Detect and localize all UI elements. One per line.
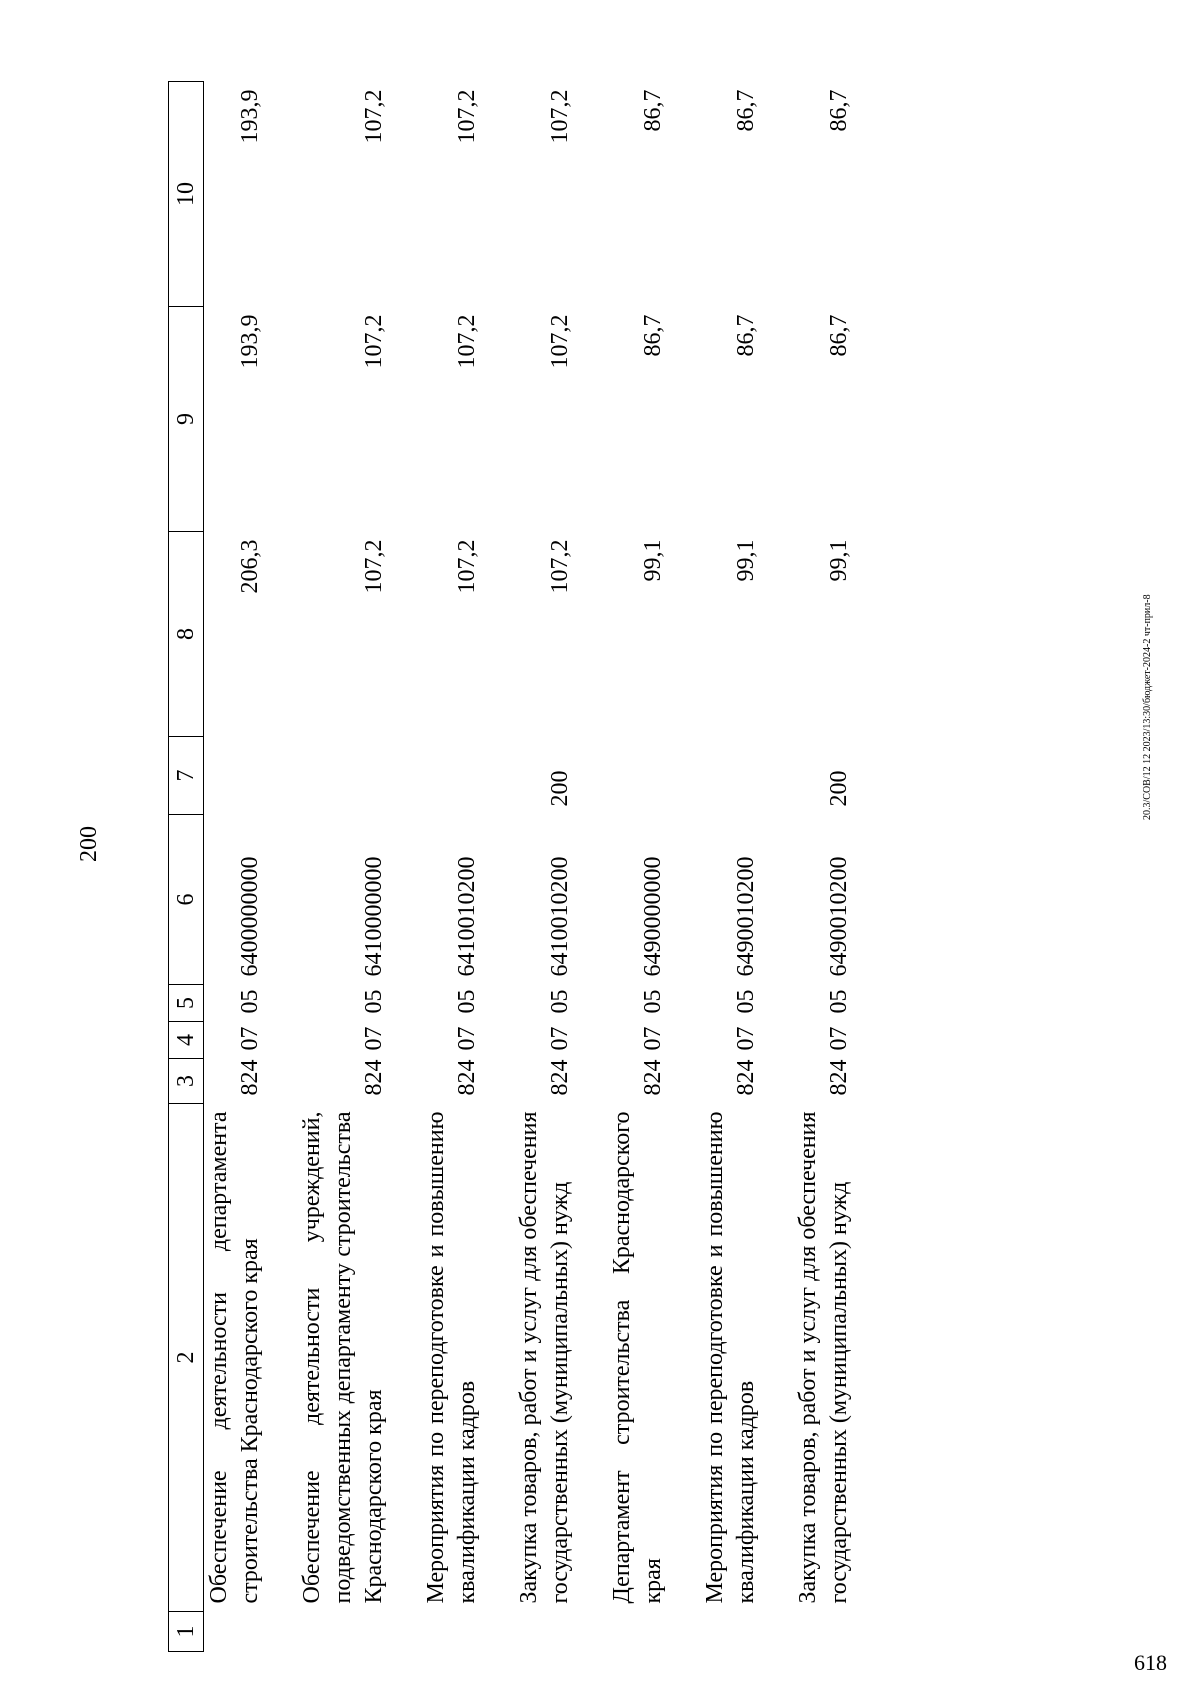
table-row <box>607 82 669 1652</box>
amount-col10: 86,7 <box>733 89 759 132</box>
amount-col8: 107,2 <box>547 539 573 594</box>
amount-col9: 193,9 <box>237 314 263 369</box>
target-code: 6490010200 <box>733 856 759 977</box>
item-name: Мероприятия по переподготовке и повышению квалификации кадров <box>423 1111 480 1604</box>
row-spacer <box>390 82 421 1652</box>
header-cell: 7 <box>169 737 204 815</box>
header-row <box>169 82 204 1652</box>
subsection-code: 05 <box>826 989 852 1014</box>
item-name: Закупка товаров, работ и услуг для обеспечения государственных (муниципальных) нужд <box>795 1111 852 1604</box>
subsection-code: 05 <box>237 989 263 1014</box>
section-code: 07 <box>826 1026 852 1051</box>
table-row <box>514 82 576 1652</box>
target-code: 6490000000 <box>640 856 666 977</box>
amount-col9: 86,7 <box>733 314 759 357</box>
item-name: Департамент строительства Краснодарского края <box>609 1111 666 1604</box>
ministry-code: 824 <box>640 1059 666 1096</box>
row-spacer <box>576 82 607 1652</box>
amount-col10: 86,7 <box>826 89 852 132</box>
section-code: 07 <box>733 1026 759 1051</box>
item-name: Мероприятия по переподготовке и повышению квалификации кадров <box>702 1111 759 1604</box>
ministry-code: 824 <box>454 1059 480 1096</box>
row-number-cell <box>297 1612 390 1652</box>
subsection-code: 05 <box>547 989 573 1014</box>
item-name: Обеспечение деятельности департамента строительства Краснодарского края <box>206 1111 263 1604</box>
item-name: Обеспечение деятельности учреждений, подведомственных департаменту строительства Краснодарского края <box>299 1111 387 1604</box>
table-row <box>793 82 855 1652</box>
table-row <box>421 82 483 1652</box>
row-number-cell <box>514 1612 576 1652</box>
amount-col8: 99,1 <box>826 539 852 582</box>
page-number: 200 <box>76 826 102 862</box>
section-code: 07 <box>361 1026 387 1051</box>
expense-type-code <box>297 737 390 815</box>
table-row <box>700 82 762 1652</box>
expense-type-code: 200 <box>547 770 573 807</box>
amount-col8: 206,3 <box>237 539 263 594</box>
header-cell: 10 <box>169 82 204 307</box>
subsection-code: 05 <box>733 989 759 1014</box>
header-cell: 8 <box>169 532 204 737</box>
table-row <box>204 82 267 1652</box>
row-number-cell <box>793 1612 855 1652</box>
header-cell: 4 <box>169 1022 204 1059</box>
expense-type-code: 200 <box>826 770 852 807</box>
row-number-cell <box>700 1612 762 1652</box>
ministry-code: 824 <box>733 1059 759 1096</box>
row-number-cell <box>421 1612 483 1652</box>
row-number-cell <box>607 1612 669 1652</box>
expense-type-code <box>607 737 669 815</box>
sheet-number: 618 <box>1134 1650 1167 1675</box>
amount-col9: 107,2 <box>454 314 480 369</box>
ministry-code: 824 <box>361 1059 387 1096</box>
rotated-table-area <box>168 82 1176 1652</box>
target-code: 6410000000 <box>361 856 387 977</box>
subsection-code: 05 <box>361 989 387 1014</box>
amount-col10: 107,2 <box>454 89 480 144</box>
header-cell: 9 <box>169 307 204 532</box>
amount-col10: 86,7 <box>640 89 666 132</box>
header-cell: 2 <box>169 1104 204 1612</box>
amount-col10: 193,9 <box>237 89 263 144</box>
row-number-cell <box>204 1612 267 1652</box>
section-code: 07 <box>454 1026 480 1051</box>
amount-col10: 107,2 <box>361 89 387 144</box>
budget-table <box>168 81 855 1652</box>
amount-col10: 107,2 <box>547 89 573 144</box>
ministry-code: 824 <box>237 1059 263 1096</box>
amount-col9: 86,7 <box>640 314 666 357</box>
amount-col8: 99,1 <box>733 539 759 582</box>
section-code: 07 <box>640 1026 666 1051</box>
row-spacer <box>483 82 514 1652</box>
amount-col8: 99,1 <box>640 539 666 582</box>
amount-col9: 107,2 <box>547 314 573 369</box>
target-code: 6410010200 <box>547 856 573 977</box>
target-code: 6490010200 <box>826 856 852 977</box>
header-cell: 3 <box>169 1059 204 1104</box>
table-row <box>297 82 390 1652</box>
amount-col8: 107,2 <box>454 539 480 594</box>
expense-type-code <box>700 737 762 815</box>
section-code: 07 <box>547 1026 573 1051</box>
expense-type-code <box>421 737 483 815</box>
row-spacer <box>266 82 297 1652</box>
target-code: 6410010200 <box>454 856 480 977</box>
amount-col9: 86,7 <box>826 314 852 357</box>
amount-col8: 107,2 <box>361 539 387 594</box>
ministry-code: 824 <box>826 1059 852 1096</box>
header-cell: 1 <box>169 1612 204 1652</box>
ministry-code: 824 <box>547 1059 573 1096</box>
row-spacer <box>669 82 700 1652</box>
header-cell: 5 <box>169 985 204 1022</box>
amount-col9: 107,2 <box>361 314 387 369</box>
subsection-code: 05 <box>640 989 666 1014</box>
subsection-code: 05 <box>454 989 480 1014</box>
footer-code: 20.3/СОВ/12 12 2023/13:30/бюджет-2024-2 чт-прил-8 <box>1142 594 1153 820</box>
target-code: 6400000000 <box>237 856 263 977</box>
row-spacer <box>762 82 793 1652</box>
expense-type-code <box>204 737 267 815</box>
item-name: Закупка товаров, работ и услуг для обеспечения государственных (муниципальных) нужд <box>516 1111 573 1604</box>
section-code: 07 <box>237 1026 263 1051</box>
header-cell: 6 <box>169 815 204 985</box>
